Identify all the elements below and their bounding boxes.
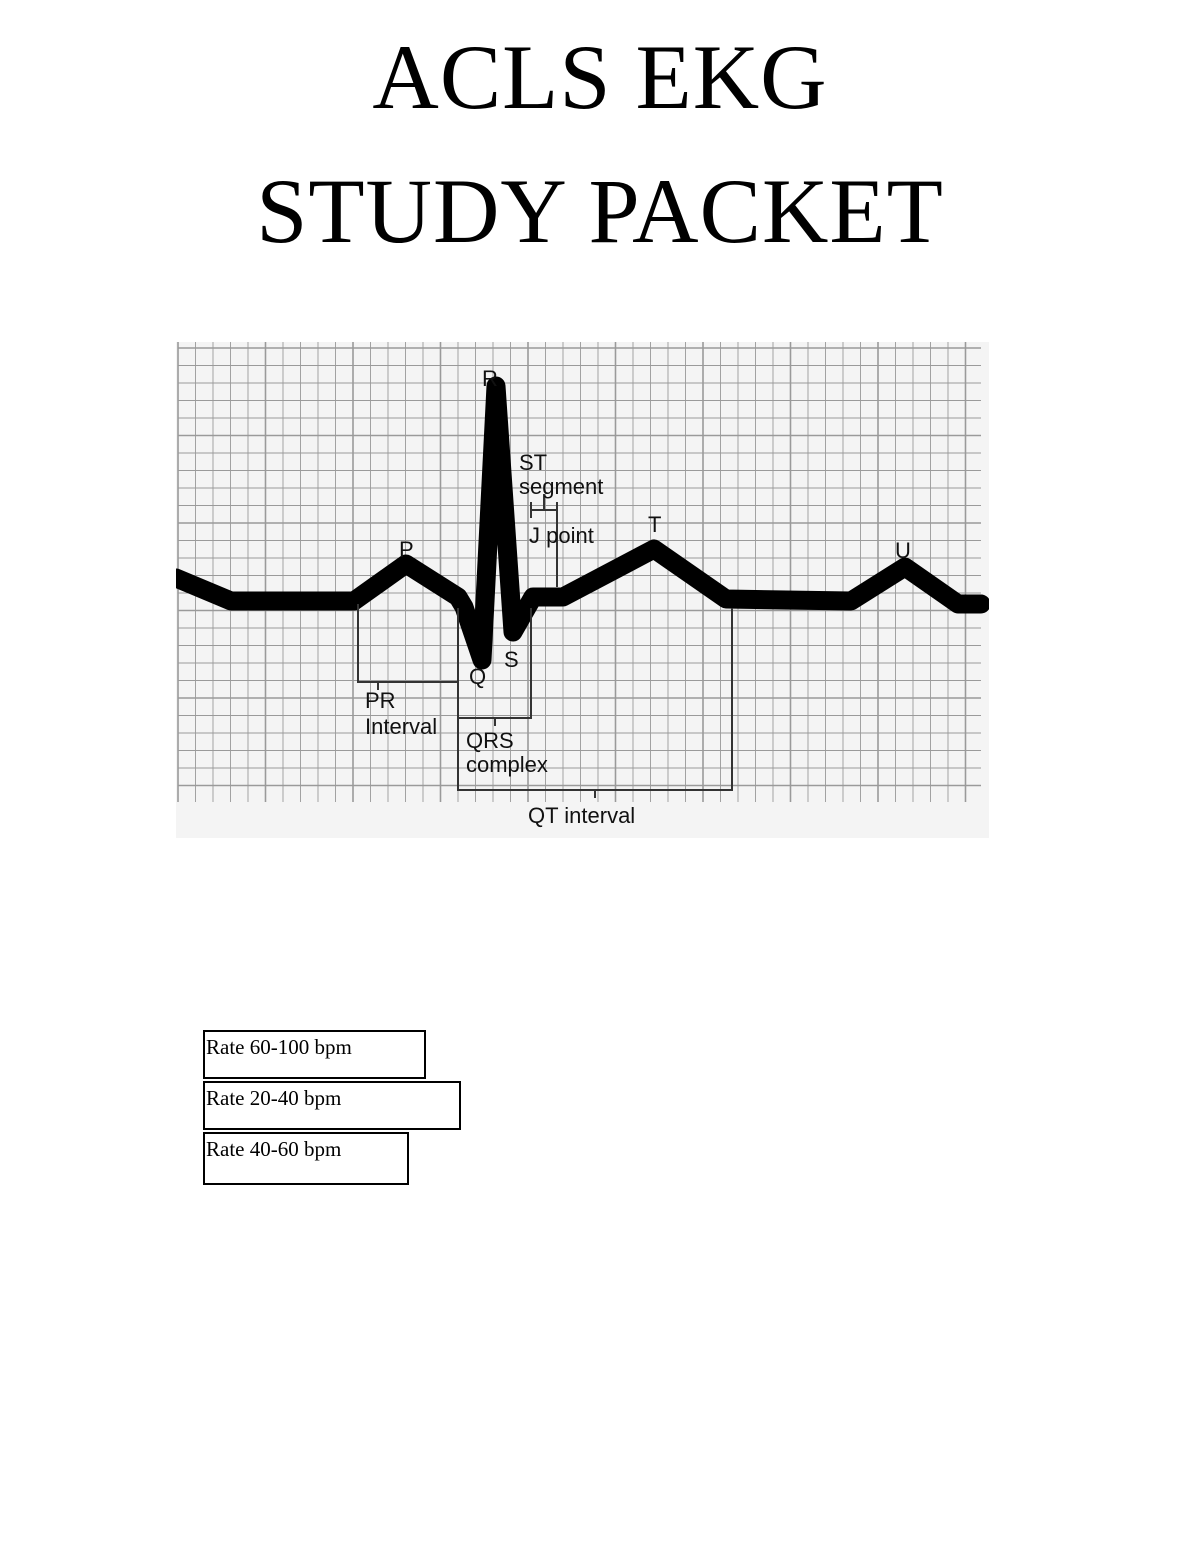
j-point-label: J point xyxy=(529,523,594,548)
qt-interval-label: QT interval xyxy=(528,803,636,828)
wave-label-t: T xyxy=(648,512,662,537)
qrs-complex-label-line-2: complex xyxy=(466,752,548,777)
st-segment-label-line-2: segment xyxy=(519,474,604,499)
pr-interval-label-line-1: PR xyxy=(365,688,396,713)
rate-box-40-60: Rate 40-60 bpm xyxy=(203,1132,409,1185)
rate-box-60-100: Rate 60-100 bpm xyxy=(203,1030,426,1079)
ekg-diagram xyxy=(176,342,989,838)
wave-label-r: R xyxy=(482,366,498,391)
wave-label-p: P xyxy=(399,537,414,562)
title-line-2: STUDY PACKET xyxy=(256,160,944,262)
qrs-complex-label-line-1: QRS xyxy=(466,728,514,753)
wave-label-s: S xyxy=(504,647,519,672)
title-line-1: ACLS EKG xyxy=(372,26,828,128)
rate-box-20-40: Rate 20-40 bpm xyxy=(203,1081,461,1130)
st-segment-label-line-1: ST xyxy=(519,450,548,475)
wave-label-q: Q xyxy=(469,664,487,689)
wave-label-u: U xyxy=(895,538,911,563)
pr-interval-label-line-2: Interval xyxy=(365,714,438,739)
